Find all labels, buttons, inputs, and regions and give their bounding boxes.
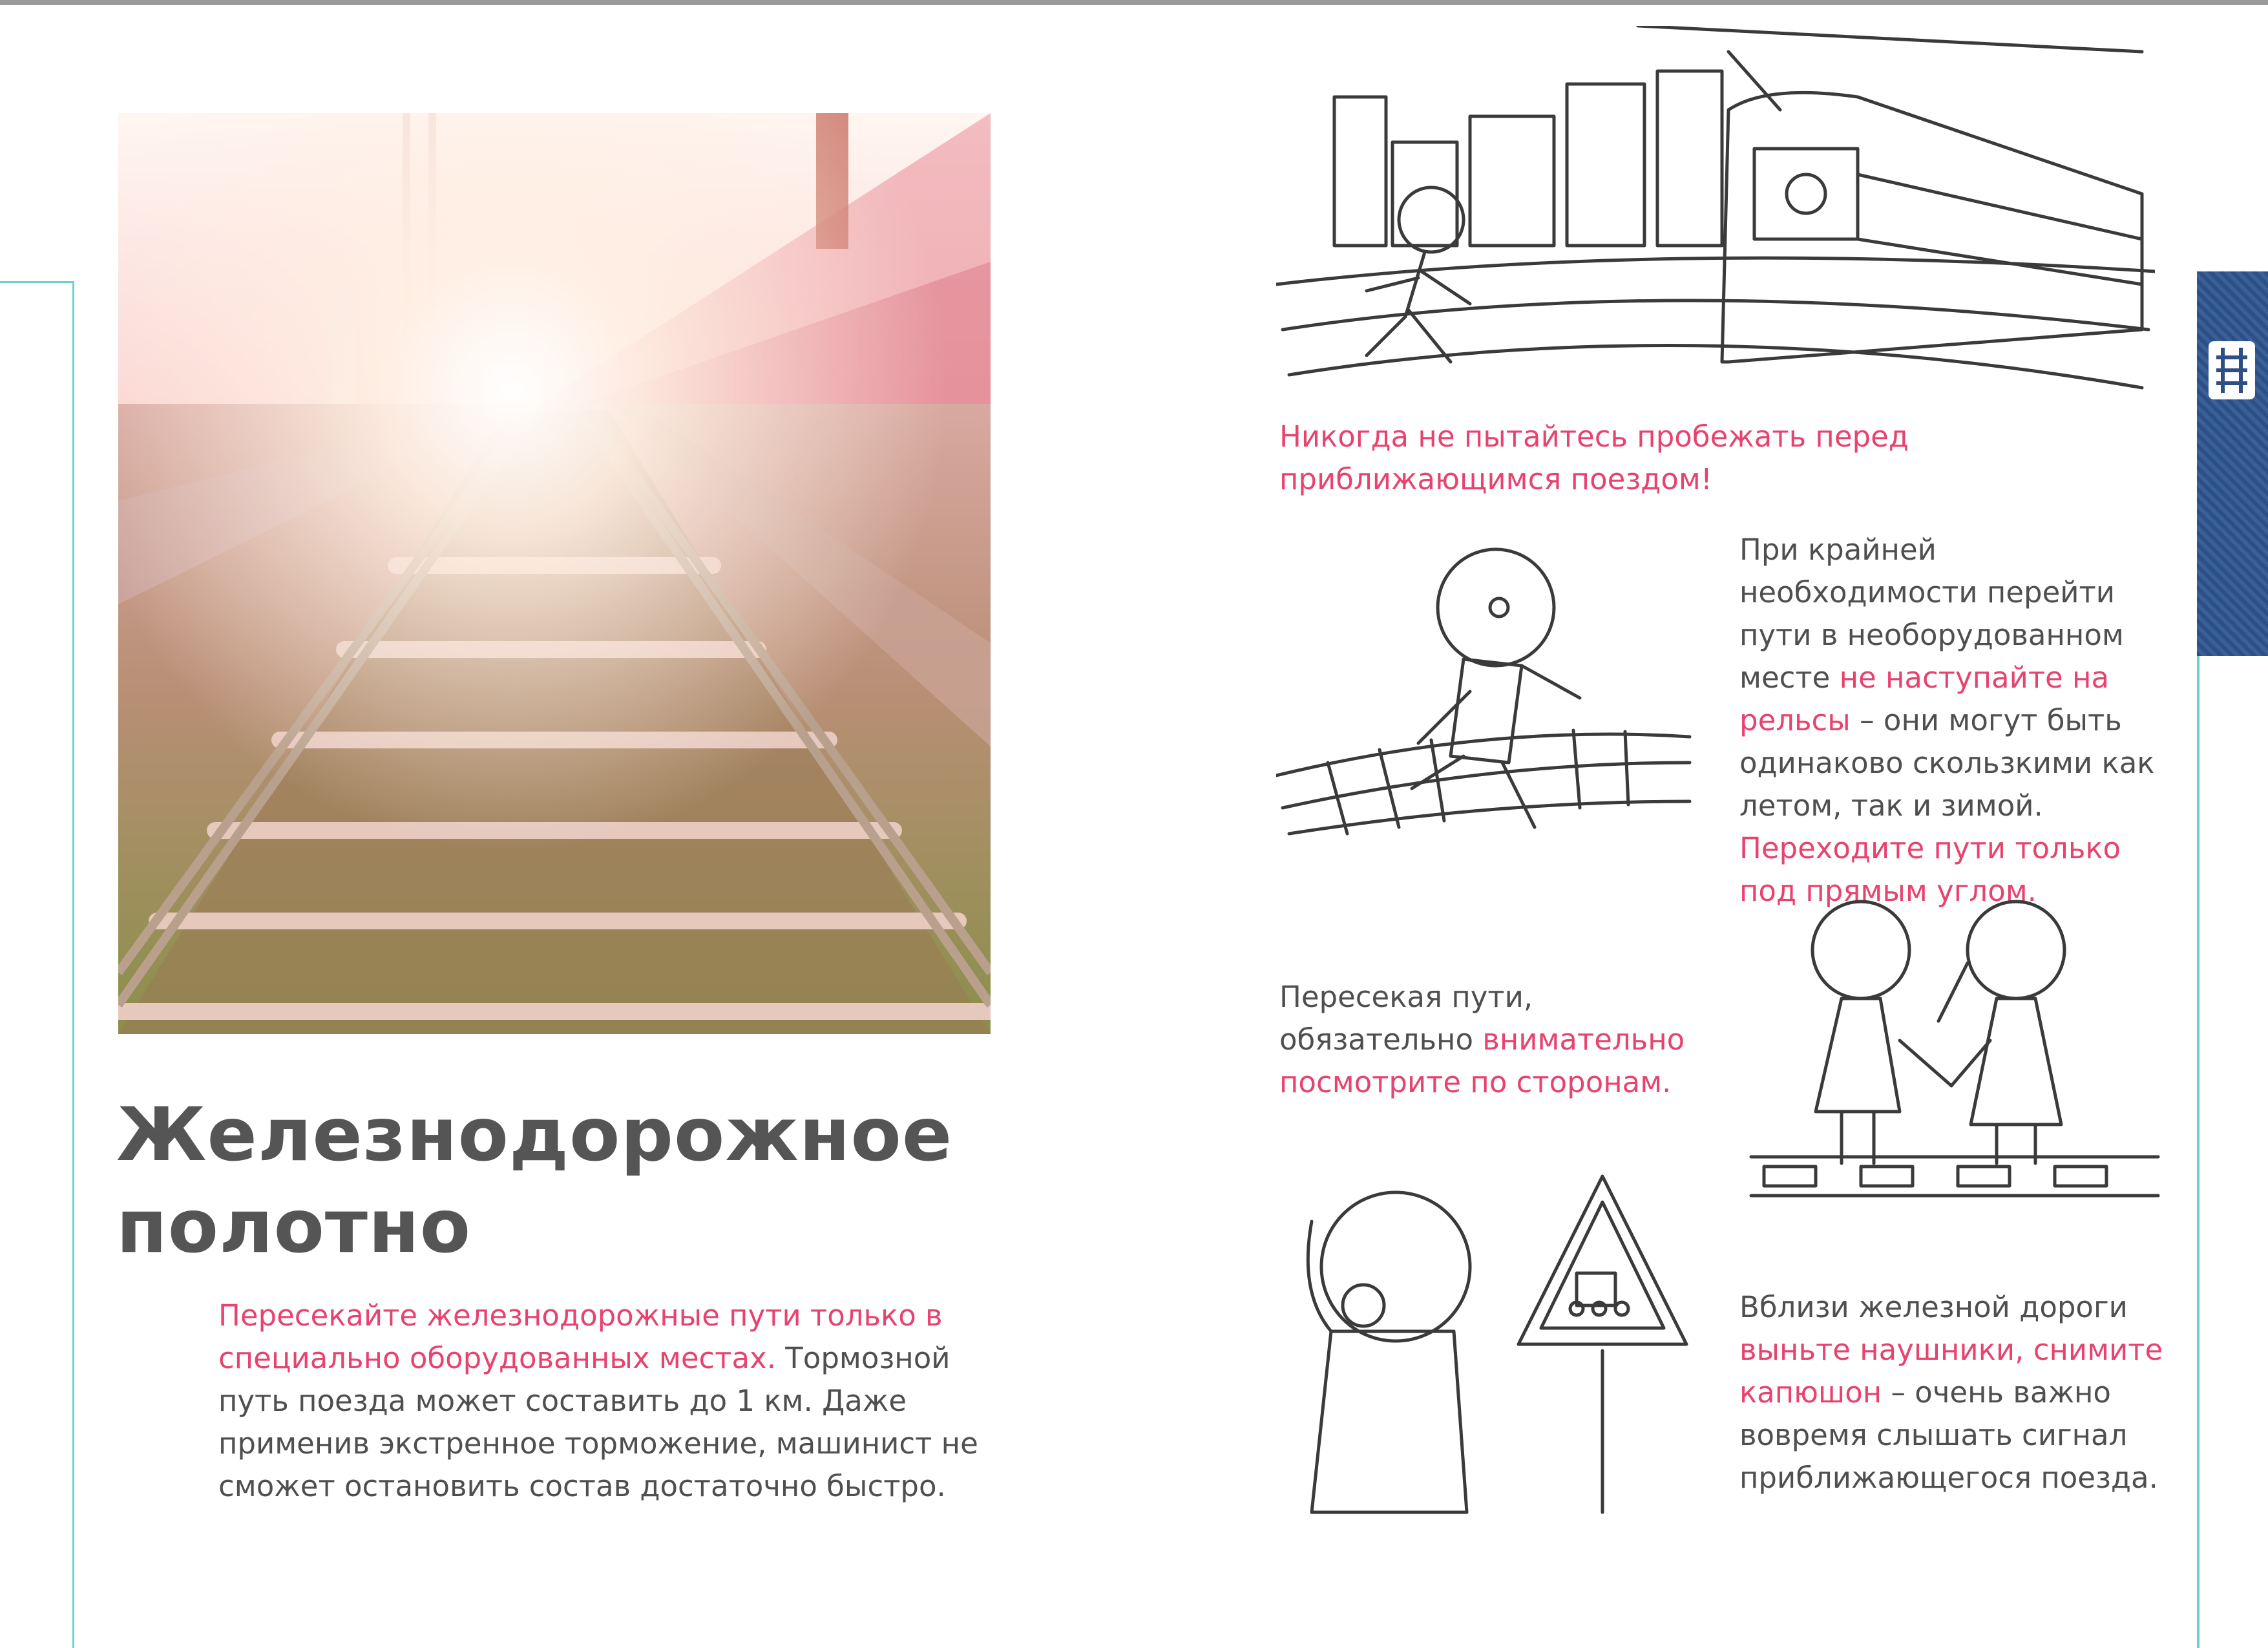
title-line-1: Железнодорожное [116,1092,953,1178]
look-paragraph [1279,976,1732,1104]
rails-highlight-2: Переходите пути только под прямым углом. [1739,831,2121,908]
rails-paragraph [1739,529,2179,913]
side-tab [2197,271,2268,656]
main-highlight: Пересекайте железнодорожные пути только в специально оборудованных местах. [218,1298,943,1375]
look-text: Пересекая пути, обязательно [1279,980,1533,1057]
railway-tab-icon [2209,341,2255,399]
main-text: Тормозной путь поезда может составить до 1 км. Даже применив экстренное торможение, машинист не сможет остановить состав достаточно быстро. [218,1341,978,1503]
stepping-over-rails-illustration [1276,530,1703,853]
title-line-2: полотно [116,1183,472,1269]
left-frame-line [0,281,74,1648]
headphones-paragraph [1739,1286,2192,1499]
headphones-sign-illustration [1273,1163,1725,1525]
main-paragraph [218,1294,1013,1508]
look-highlight: внимательно посмотрите по сторонам. [1279,1022,1685,1099]
warning-run-text: Никогда не пытайтесь пробежать перед приближающимся поездом! [1279,419,1909,496]
rails-text-2: – они могут быть одинаково скользкими как летом, так и зимой. [1739,703,2155,823]
top-border [0,0,2268,5]
headphones-text-1: Вблизи железной дороги [1739,1290,2128,1324]
rails-highlight-1: не наступайте на рельсы [1739,660,2110,737]
page-title [116,1089,952,1273]
rails-text-1: При крайней необходимости перейти пути в необорудованном месте [1739,533,2124,695]
children-crossing-illustration [1745,892,2165,1241]
right-frame-line [2197,653,2200,1648]
headphones-highlight: выньте наушники, снимите капюшон [1739,1333,2163,1410]
train-running-boy-illustration [1276,26,2155,420]
headphones-text-2: – очень важно вовремя слышать сигнал приближающегося поезда. [1739,1375,2158,1495]
railway-photo [118,113,991,1034]
